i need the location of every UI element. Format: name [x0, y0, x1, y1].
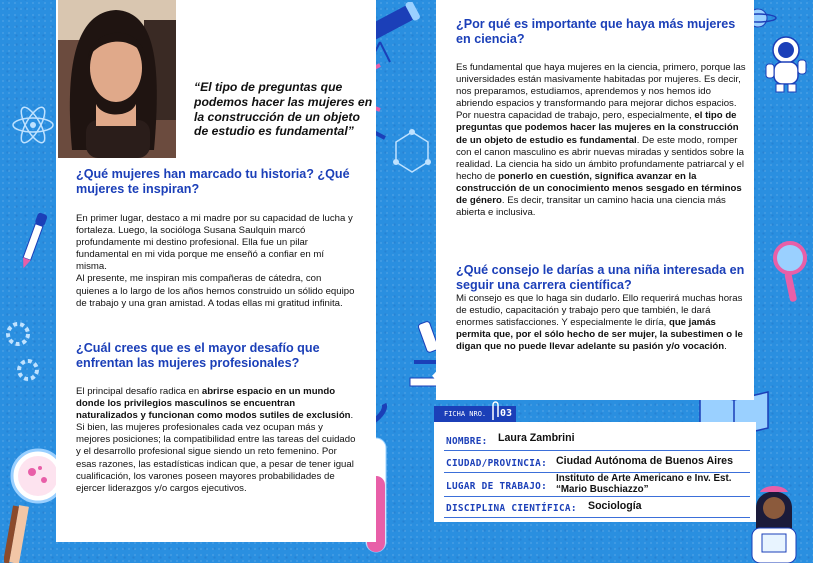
answer-2 — [76, 386, 356, 495]
answer-4 — [456, 293, 746, 353]
answer-3-bold-1: el tipo de preguntas que podemos hacer las mujeres en la construcción de un objeto de estudio es fundamental — [456, 110, 739, 146]
city-value: Ciudad Autónoma de Buenos Aires — [556, 455, 733, 467]
answer-3-text: Es fundamental que haya mujeres en la ciencia, primero, porque las universidades están masivamente habitadas por mujeres. Es decir, nos preparamos, estudiamos, aprendemos y nos hemos ido abriendo espacios y transformando para mejorar dichos espacios. Por nuestra capacidad de trabajo, pero, especialmente, — [456, 62, 746, 122]
magnifier-icon — [770, 240, 810, 306]
discipline-label: DISCIPLINA CIENTÍFICA: — [446, 503, 577, 514]
astronaut-icon — [760, 34, 810, 94]
paperclip-icon — [490, 400, 500, 422]
gear-icon — [4, 318, 44, 388]
dropper-icon — [18, 210, 48, 274]
divider — [444, 517, 750, 518]
workplace-label: LUGAR DE TRABAJO: — [446, 481, 548, 492]
question-3: ¿Por qué es importante que haya más mujeres en ciencia? — [456, 17, 736, 46]
answer-2-bold: abrirse espacio en un mundo donde los privilegios masculinos se encuentran naturalizados y funcionan como modos sutiles de exclusión — [76, 386, 351, 422]
divider — [444, 450, 750, 451]
answer-4-text: Mi consejo es que lo haga sin dudarlo. Ello requerirá muchas horas de estudio, capacitación y trabajo pero que también, le dará enormes satisfacciones. Y especialmente le diría, — [456, 293, 743, 329]
highlight-quote: “El tipo de preguntas que podemos hacer las mujeres en la construcción de un objeto de estudio es fundamental” — [194, 80, 373, 139]
portrait-photo — [58, 0, 176, 158]
name-label: NOMBRE: — [446, 436, 488, 447]
answer-3-bold-2: ponerlo en cuestión, significa avanzar en la construcción de un conocimiento menos sesgado en términos de género — [456, 170, 742, 207]
city-label: CIUDAD/PROVINCIA: — [446, 458, 548, 469]
answer-2-text-end: . Si bien, las mujeres profesionales cada vez ocupan más y mejores posiciones; la compatibilidad entre las tareas del cuidado y el desarrollo profesional sigue siendo un reto femenino. Por esas razones, las estadísticas indican que, a pesar de tener igual cualificación, los varones poseen mayores probabilidades de ejercer liderazgos y/o cargos ejecutivos. — [76, 410, 356, 494]
divider — [444, 496, 750, 497]
answer-3 — [456, 62, 746, 219]
question-4: ¿Qué consejo le darías a una niña interesada en seguir una carrera científica? — [456, 263, 745, 292]
discipline-value: Sociología — [588, 500, 642, 512]
workplace-line-2: “Mario Buschiazzo” — [556, 484, 649, 495]
answer-4-text-end: . — [724, 341, 727, 353]
answer-2-text: El principal desafío radica en — [76, 386, 202, 397]
answer-4-bold: que jamás permita que, por el sólo hecho de ser mujer, la subestimen o le digan que no puede llevar adelante su pasión y/o vocación — [456, 317, 743, 353]
question-2: ¿Cuál crees que es el mayor desafío que enfrentan las mujeres profesionales? — [76, 341, 320, 370]
name-value: Laura Zambrini — [498, 432, 575, 444]
answer-1-paragraph-1: En primer lugar, destaco a mi madre por su capacidad de lucha y fortaleza. Luego, la socióloga Susana Saulquin marcó profundamente mi destino profesional. Ella fue un pilar fundamental en mi vida porque me enseñó a confiar en mí misma. — [76, 213, 353, 273]
answer-1-paragraph-2: Al presente, me inspiran mis compañeras de cátedra, con quienes a lo largo de los años hemos construido un sólido equipo de trabajo y una gran amistad. A todas ellas mi gratitud infinita. — [76, 273, 355, 309]
ficha-number: 03 — [500, 408, 513, 419]
ficha-tag: FICHA NRO. — [434, 406, 516, 422]
answer-1 — [76, 213, 356, 310]
workplace-line-1: Instituto de Arte Americano e Inv. Est. — [556, 473, 732, 484]
answer-3-text-mid: . De este modo, romper con el canon masculino es abrir nuevas miradas y sentidos sobre la realidad. La ciencia ha sido un ámbito profundamente patriarcal y el hecho de — [456, 134, 744, 182]
question-1: ¿Qué mujeres han marcado tu historia? ¿Qué mujeres te inspiran? — [76, 167, 350, 196]
atom-icon — [10, 102, 56, 148]
molecule-icon — [388, 128, 436, 176]
answer-3-text-end: . Es decir, transitar un camino hacia una ciencia más abierta e inclusiva. — [456, 195, 726, 219]
